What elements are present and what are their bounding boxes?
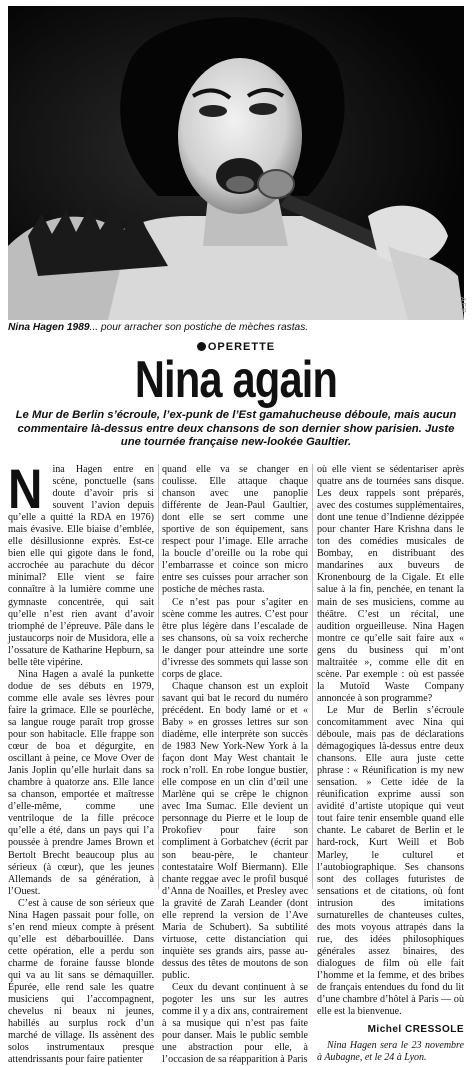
article-headline: Nina again [134,351,338,409]
column-divider [312,464,313,889]
article-column-1 [8,457,154,1066]
paragraph: quand elle va se changer en coulisse. Elle attaque chaque chanson avec une panoplie différente de Jean-Paul Gaultier, dont elle se sert comme une sportive de son équipement, sans respect pour l’image. Elle arrache la boucle d’oreille ou la robe qui l’embarrasse et coince son micro entre ses cuisses pour arracher son postiche de mèches rasta. [162,464,308,596]
photo-credit: AFP [459,297,466,314]
tour-dates-note: Nina Hagen sera le 23 novembre à Aubagne, et le 24 à Lyon. [317,1040,464,1064]
rubric-label: OPERETTE [207,341,276,353]
author-signature: Michel CRESSOLE [367,1024,464,1036]
concert-photo [8,6,464,320]
paragraph [8,457,154,669]
paragraph: Ce n’est pas pour s’agiter en scène comme les autres. C’est pour être plus légère dans l’escalade de ses chansons, où sa voix recherche le danger pour atteindre une sorte d’ivresse des sommets qui lasse son corps de glace. [162,596,308,680]
column-divider [158,464,159,889]
drop-cap: N [8,457,43,520]
caption-text: ... pour arracher son postiche de mèches rastas. [89,322,309,333]
article-column-2 [162,464,308,1066]
article-lede: Le Mur de Berlin s’écroule, l’ex-punk de l’Est gamahucheuse déboule, mais aucun commentaire là-dessus entre deux chansons de son dernier show parisien. Juste une tournée française new-lookée Gaultier. [15,409,457,448]
caption-name: Nina Hagen 1989 [8,322,90,333]
paragraph: Chaque chanson est un exploit savant qui bat le record du numéro précédent. En body lamé or et « Baby » en grosses lettres sur son diadème, elle interprète son succès de 1983 New York-New York à la façon dont May West chantait le rock n’roll. En robe longue bustier, elle compose en un clin d’œil une Marlène qui se crêpe le chignon avec Ima Sumac. Elle devient un personnage du Pierre et le loup de Prokofiev pour faire son compliment à Gorbatchev (écrit par son beau-père, le chanteur contestataire Wolf Biermann). Elle chante reggae avec le profil busqué d’Anna de Noailles, et Presley avec la gravité de Zarah Leander (dont elle reprend la version de l’Ave Maria de Schubert). Sa subtilité virtuose, cette distanciation qui inquiète ses grands airs, passe au-dessus des têtes de moutons de son public. [162,680,308,981]
paragraph: où elle vient se sédentariser après quatre ans de tournées sans disque. Les deux rappels sont préparés, avec des costumes supplémentaires, dont une tenue d’Indienne dézippée pour chanter Hare Krishna dans le ton des comédies musicales de Bombay, en distribuant des mandarines aux buveurs de Kronenbourg de la Cigale. Et elle salue à la fin, penchée, en tenant la main de ses musiciens, comme au théâtre. C’est un récital, une audition orgueilleuse. Nina Hagen montre ce qu’elle sait faire aux « gens du business qui m’ont maltraitée », comme elle dit en scène. Par exemple : où est passée la Mutoïd Waste Company annoncée à son programme? [317,464,464,704]
singer-illustration [8,6,464,320]
paragraph: C’est à cause de son sérieux que Nina Hagen passait pour folle, on s’en rend mieux compte à présent qu’elle est débarbouillée. Dans cette opération, elle a perdu son charme de foraine fausse blonde qui va au lit sans se démaquiller. Épurée, elle rend sale les quatre musiciens qui l’accompagnent, chevelus ni beaux ni jeunes, habillés au surplus rock d’un marché de village. Ils assènent des solos instrumentaux presque attendrissants pour faire patienter [8,897,154,1066]
article-column-3 [317,464,464,1064]
paragraph: Ceux du devant continuent à se pogoter les uns sur les autres comme il y a dix ans, contrairement à sa musique qui n’est pas faite pour danser. Mais le public semble une abstraction pour elle, à l’occasion de sa réapparition à Paris [162,982,308,1066]
paragraph: Le Mur de Berlin s’écroule concomitamment avec Nina qui déboule, mais pas de déclarations démagogiques là-dessus entre deux chansons. Elle aura juste cette phrase : « Réunification is my new sensation. » Cette idée de la réunification exprime aussi son avidité d’artiste utopique qui veut tout faire tenir ensemble quand elle chante. Le cabaret de Berlin et le hard-rock, Kurt Weill et Bob Marley, le culturel et l’autobiographique. Ses chansons sont des collages futuristes de sensations et de citations, où font intrusion des imitations surnaturelles de chanteuses cultes, des mots voyous attrapés dans la rue, des idées philosophiques générales assez binaires, des dialogues de film où elle fait l’homme et la femme, et des bribes de français entendues du fond du lit d’une chambre d’hôtel à Paris — où elle est la bienvenue. [317,704,464,1018]
photo-caption [8,322,464,333]
paragraph: Nina Hagen a avalé la punkette dodue de ses débuts en 1979, comme elle avale ses lèvres pour faire la grimace. Elle se pourlèche, sa langue rouge paraît trop grosse pour son habitacle. Elle frappe son cœur de boa et dégurgite, en oscillant à peine, ce Move Over de Janis Joplin qu’elle hurlait dans sa chambre à quatorze ans. Elle lance sa chanson, emportée et maîtresse d’elle-même, comme une ventriloque de la fille précoce qu’elle a été, dans un pays qui l’a poussée à prendre James Brown et Bertolt Brecht beaucoup plus au sérieux (à cœur), que les jeunes Allemands de sa génération, à l’Ouest. [8,668,154,897]
paragraph-text: ina Hagen entre en scène, ponctuelle (sans doute d’avoir pris si souvent l’avion depuis qu’elle a quitté la RDA en 1976) mais évasive. Elle biaise d’emblée, elle désillusionne exprès. Est-ce bien elle qui gigote dans le fond, accrochée au parachute du décor minimal? Elle vient se faire connaître à la lumière comme une gymnaste concentrée, qui sait qu’elle n’est rien avant d’avoir triomphé de l’épreuve. Pâle dans le justaucorps noir de Musidora, elle a l’ossature de Katharine Hepburn, sa belle tête vipérine. [8,464,154,668]
